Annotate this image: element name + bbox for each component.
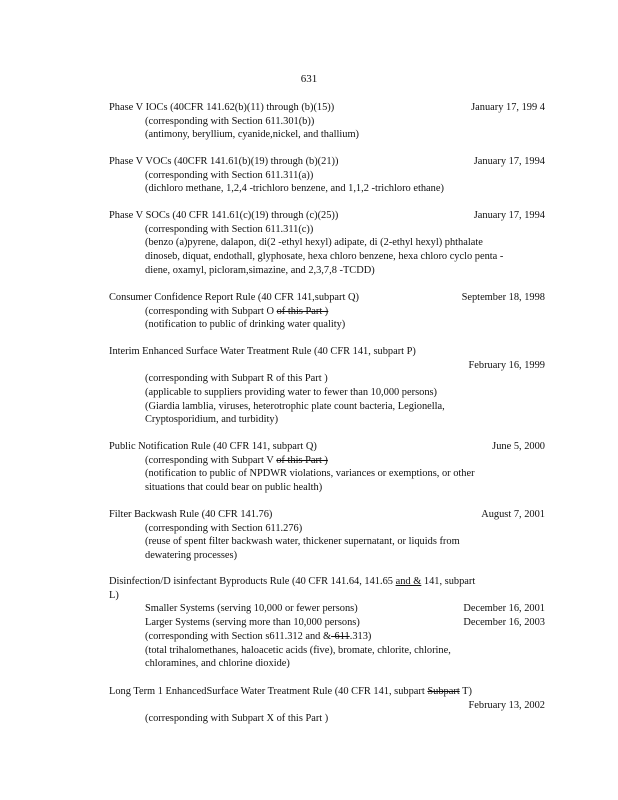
struck-text: of this Part ) xyxy=(276,305,329,317)
rule-entry-phase-v-vocs xyxy=(109,155,545,196)
rule-detail: (notification to public of drinking water quality) xyxy=(145,319,346,331)
rule-entry-lt1-eswtr xyxy=(109,685,545,726)
rule-date: September 18, 1998 xyxy=(461,292,545,303)
rule-title: Consumer Confidence Report Rule (40 CFR 141,subpart Q) xyxy=(109,292,359,303)
rule-detail: (notification to public of NPDWR violations, variances or exemptions, or other xyxy=(145,468,475,480)
rule-detail: (antimony, beryllium, cyanide,nickel, and thallium) xyxy=(145,129,360,141)
rule-subitem: Smaller Systems (serving 10,000 or fewer persons) December 16, 2001 xyxy=(145,603,545,615)
rule-detail: dinoseb, diquat, endothall, glyphosate, hexa chloro benzene, hexa chloro cyclo penta - xyxy=(145,250,504,262)
rule-detail: (corresponding with Subpart R of this Part ) xyxy=(145,373,328,385)
rule-title: Interim Enhanced Surface Water Treatment Rule (40 CFR 141, subpart P) xyxy=(109,346,416,357)
rule-entry-interim-enhanced-swtr xyxy=(109,345,545,427)
rule-date: January 17, 1994 xyxy=(473,210,545,221)
rule-detail: (corresponding with Subpart X of this Part ) xyxy=(145,713,329,725)
rule-entry-consumer-confidence xyxy=(109,291,545,332)
rule-date: January 17, 1994 xyxy=(473,156,545,167)
rule-detail: (corresponding with Section 611.311(a)) xyxy=(145,169,314,181)
rule-detail: (Giardia lamblia, viruses, heterotrophic plate count bacteria, Legionella, xyxy=(145,400,445,412)
underlined-text: and & xyxy=(395,576,422,587)
rule-detail: (corresponding with Section s611.312 and &-611.313) xyxy=(145,630,372,642)
rule-detail: Cryptosporidium, and turbidity) xyxy=(145,414,279,426)
rule-date: January 17, 199 4 xyxy=(471,102,545,113)
rule-title: Filter Backwash Rule (40 CFR 141.76) xyxy=(109,509,273,520)
struck-text: of this Part ) xyxy=(276,454,328,466)
rule-title: Phase V VOCs (40CFR 141.61(b)(19) through (b)(21)) xyxy=(109,156,339,167)
rule-subitem: Larger Systems (serving more than 10,000 persons) December 16, 2003 xyxy=(145,617,545,629)
rule-detail: (corresponding with Section 611.276) xyxy=(145,522,303,534)
rule-title: Phase V SOCs (40 CFR 141.61(c)(19) through (c)(25)) xyxy=(109,210,339,221)
rule-detail: situations that could bear on public health) xyxy=(145,481,323,493)
struck-text: -611 xyxy=(331,630,350,642)
rule-detail: (corresponding with Section 611.311(c)) xyxy=(145,223,314,235)
rule-date: February 16, 1999 xyxy=(468,359,545,371)
rule-title: Phase V IOCs (40CFR 141.62(b)(11) through (b)(15)) xyxy=(109,102,335,113)
rule-entry-filter-backwash xyxy=(109,508,545,563)
rule-date: December 16, 2003 xyxy=(463,617,545,629)
rule-date: February 13, 2002 xyxy=(468,699,545,711)
rule-detail: (applicable to suppliers providing water to fewer than 10,000 persons) xyxy=(145,386,438,398)
rule-entry-phase-v-socs xyxy=(109,209,545,277)
rule-detail: (corresponding with Section 611.301(b)) xyxy=(145,115,315,127)
struck-text: Subpart xyxy=(427,686,460,697)
rule-title: Long Term 1 EnhancedSurface Water Treatment Rule (40 CFR 141, subpart Subpart T) xyxy=(109,686,472,697)
rule-date: June 5, 2000 xyxy=(492,441,545,452)
rule-title: Public Notification Rule (40 CFR 141, subpart Q) xyxy=(109,441,317,452)
rule-detail: (dichloro methane, 1,2,4 -trichloro benzene, and 1,1,2 -trichloro ethane) xyxy=(145,183,444,195)
rule-title-continued: L) xyxy=(109,589,119,601)
rule-detail: (benzo (a)pyrene, dalapon, di(2 -ethyl hexyl) adipate, di (2-ethyl hexyl) phthalate xyxy=(145,237,483,249)
rule-detail: (corresponding with Subpart O of this Part ) xyxy=(145,305,329,317)
rule-detail: (total trihalomethanes, haloacetic acids (five), bromate, chlorite, chlorine, xyxy=(145,644,451,656)
rule-entry-disinfection-byproducts xyxy=(109,575,545,671)
rule-detail: chloramines, and chlorine dioxide) xyxy=(145,658,290,670)
rule-entry-phase-v-iocs xyxy=(109,101,545,142)
rule-detail: (corresponding with Subpart V of this Part ) xyxy=(145,454,328,466)
rule-date: December 16, 2001 xyxy=(463,603,545,615)
rule-entry-public-notification xyxy=(109,440,545,495)
rule-detail: dewatering processes) xyxy=(145,549,238,561)
rule-detail: diene, oxamyl, picloram,simazine, and 2,3,7,8 -TCDD) xyxy=(145,264,375,276)
rule-title: Disinfection/D isinfectant Byproducts Rule (40 CFR 141.64, 141.65 and & 141, subpart xyxy=(109,576,476,587)
rule-detail: (reuse of spent filter backwash water, thickener supernatant, or liquids from xyxy=(145,536,460,548)
page-number: 631 xyxy=(300,73,318,85)
rule-date: August 7, 2001 xyxy=(481,509,545,520)
